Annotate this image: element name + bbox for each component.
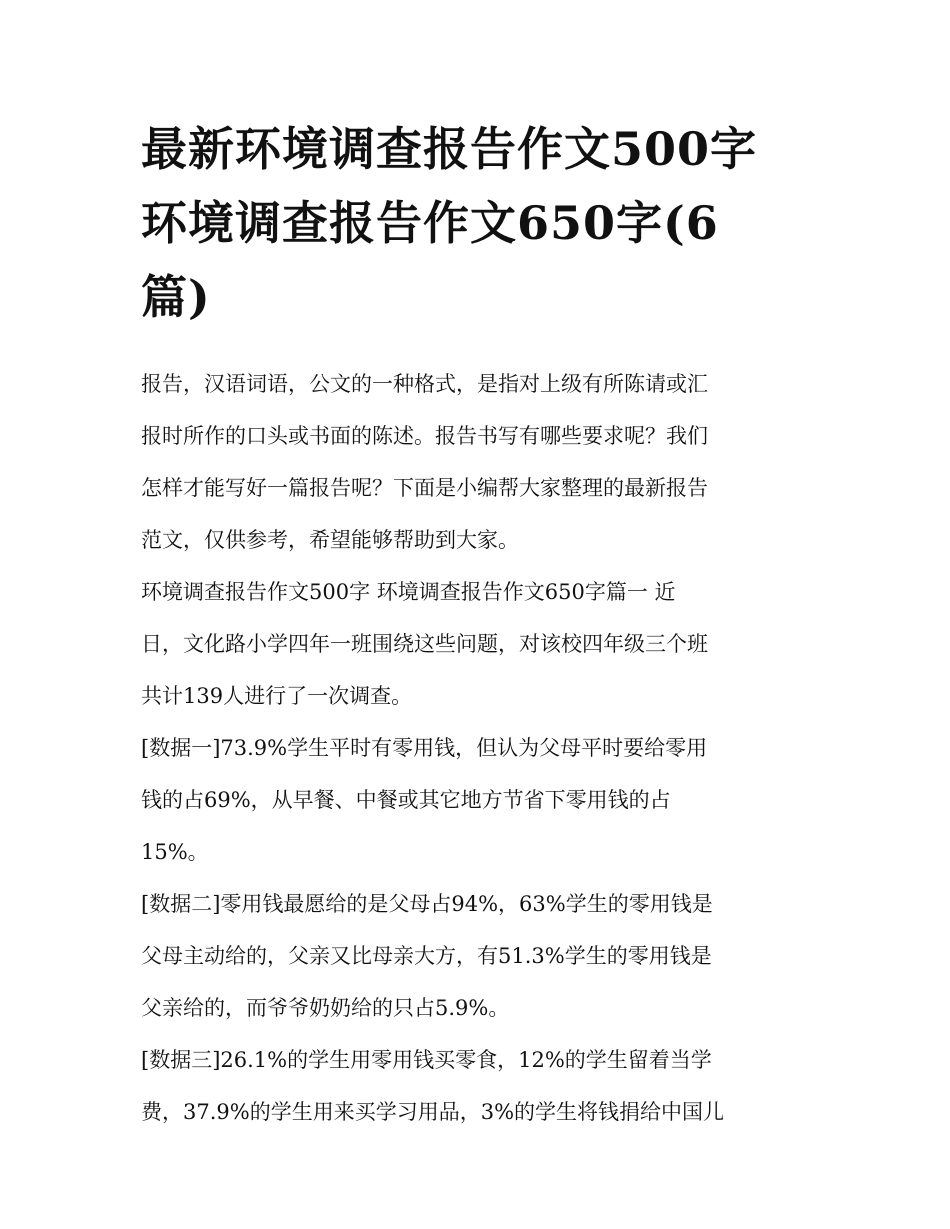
document-body [141,358,821,1138]
text-line: 怎样才能写好一篇报告呢？下面是小编帮大家整理的最新报告 [141,476,708,500]
document-title [141,112,821,334]
paragraph-intro [141,358,821,566]
text-line: [数据二]零用钱最愿给的是父母占94%，63%学生的零用钱是 [141,892,713,916]
title-line: 篇) [141,270,211,324]
text-line: 日，文化路小学四年一班围绕这些问题，对该校四年级三个班 [141,632,708,656]
paragraph-data-three [141,1034,821,1138]
paragraph-survey [141,566,821,722]
text-line: 环境调查报告作文500字 环境调查报告作文650字篇一 近 [141,580,676,604]
text-line: [数据三]26.1%的学生用零用钱买零食，12%的学生留着当学 [141,1048,712,1072]
text-line: 报告，汉语词语，公文的一种格式，是指对上级有所陈请或汇 [141,372,708,396]
text-line: 共计139人进行了一次调查。 [141,684,413,708]
text-line: 父母主动给的，父亲又比母亲大方，有51.3%学生的零用钱是 [141,944,712,968]
text-line: 报时所作的口头或书面的陈述。报告书写有哪些要求呢？我们 [141,424,708,448]
text-line: 费，37.9%的学生用来买学习用品，3%的学生将钱捐给中国儿 [141,1100,725,1124]
text-line: [数据一]73.9%学生平时有零用钱，但认为父母平时要给零用 [141,736,708,760]
document-content [141,112,821,1138]
text-line: 父亲给的，而爷爷奶奶给的只占5.9%。 [141,996,510,1020]
paragraph-data-two [141,878,821,1034]
paragraph-data-one [141,722,821,878]
text-line: 钱的占69%，从早餐、中餐或其它地方节省下零用钱的占 [141,788,671,812]
text-line: 15%。 [141,840,209,864]
title-line: 最新环境调查报告作文500字 [141,122,758,176]
text-line: 范文，仅供参考，希望能够帮助到大家。 [141,528,519,552]
title-line: 环境调查报告作文650字(6 [141,196,719,250]
